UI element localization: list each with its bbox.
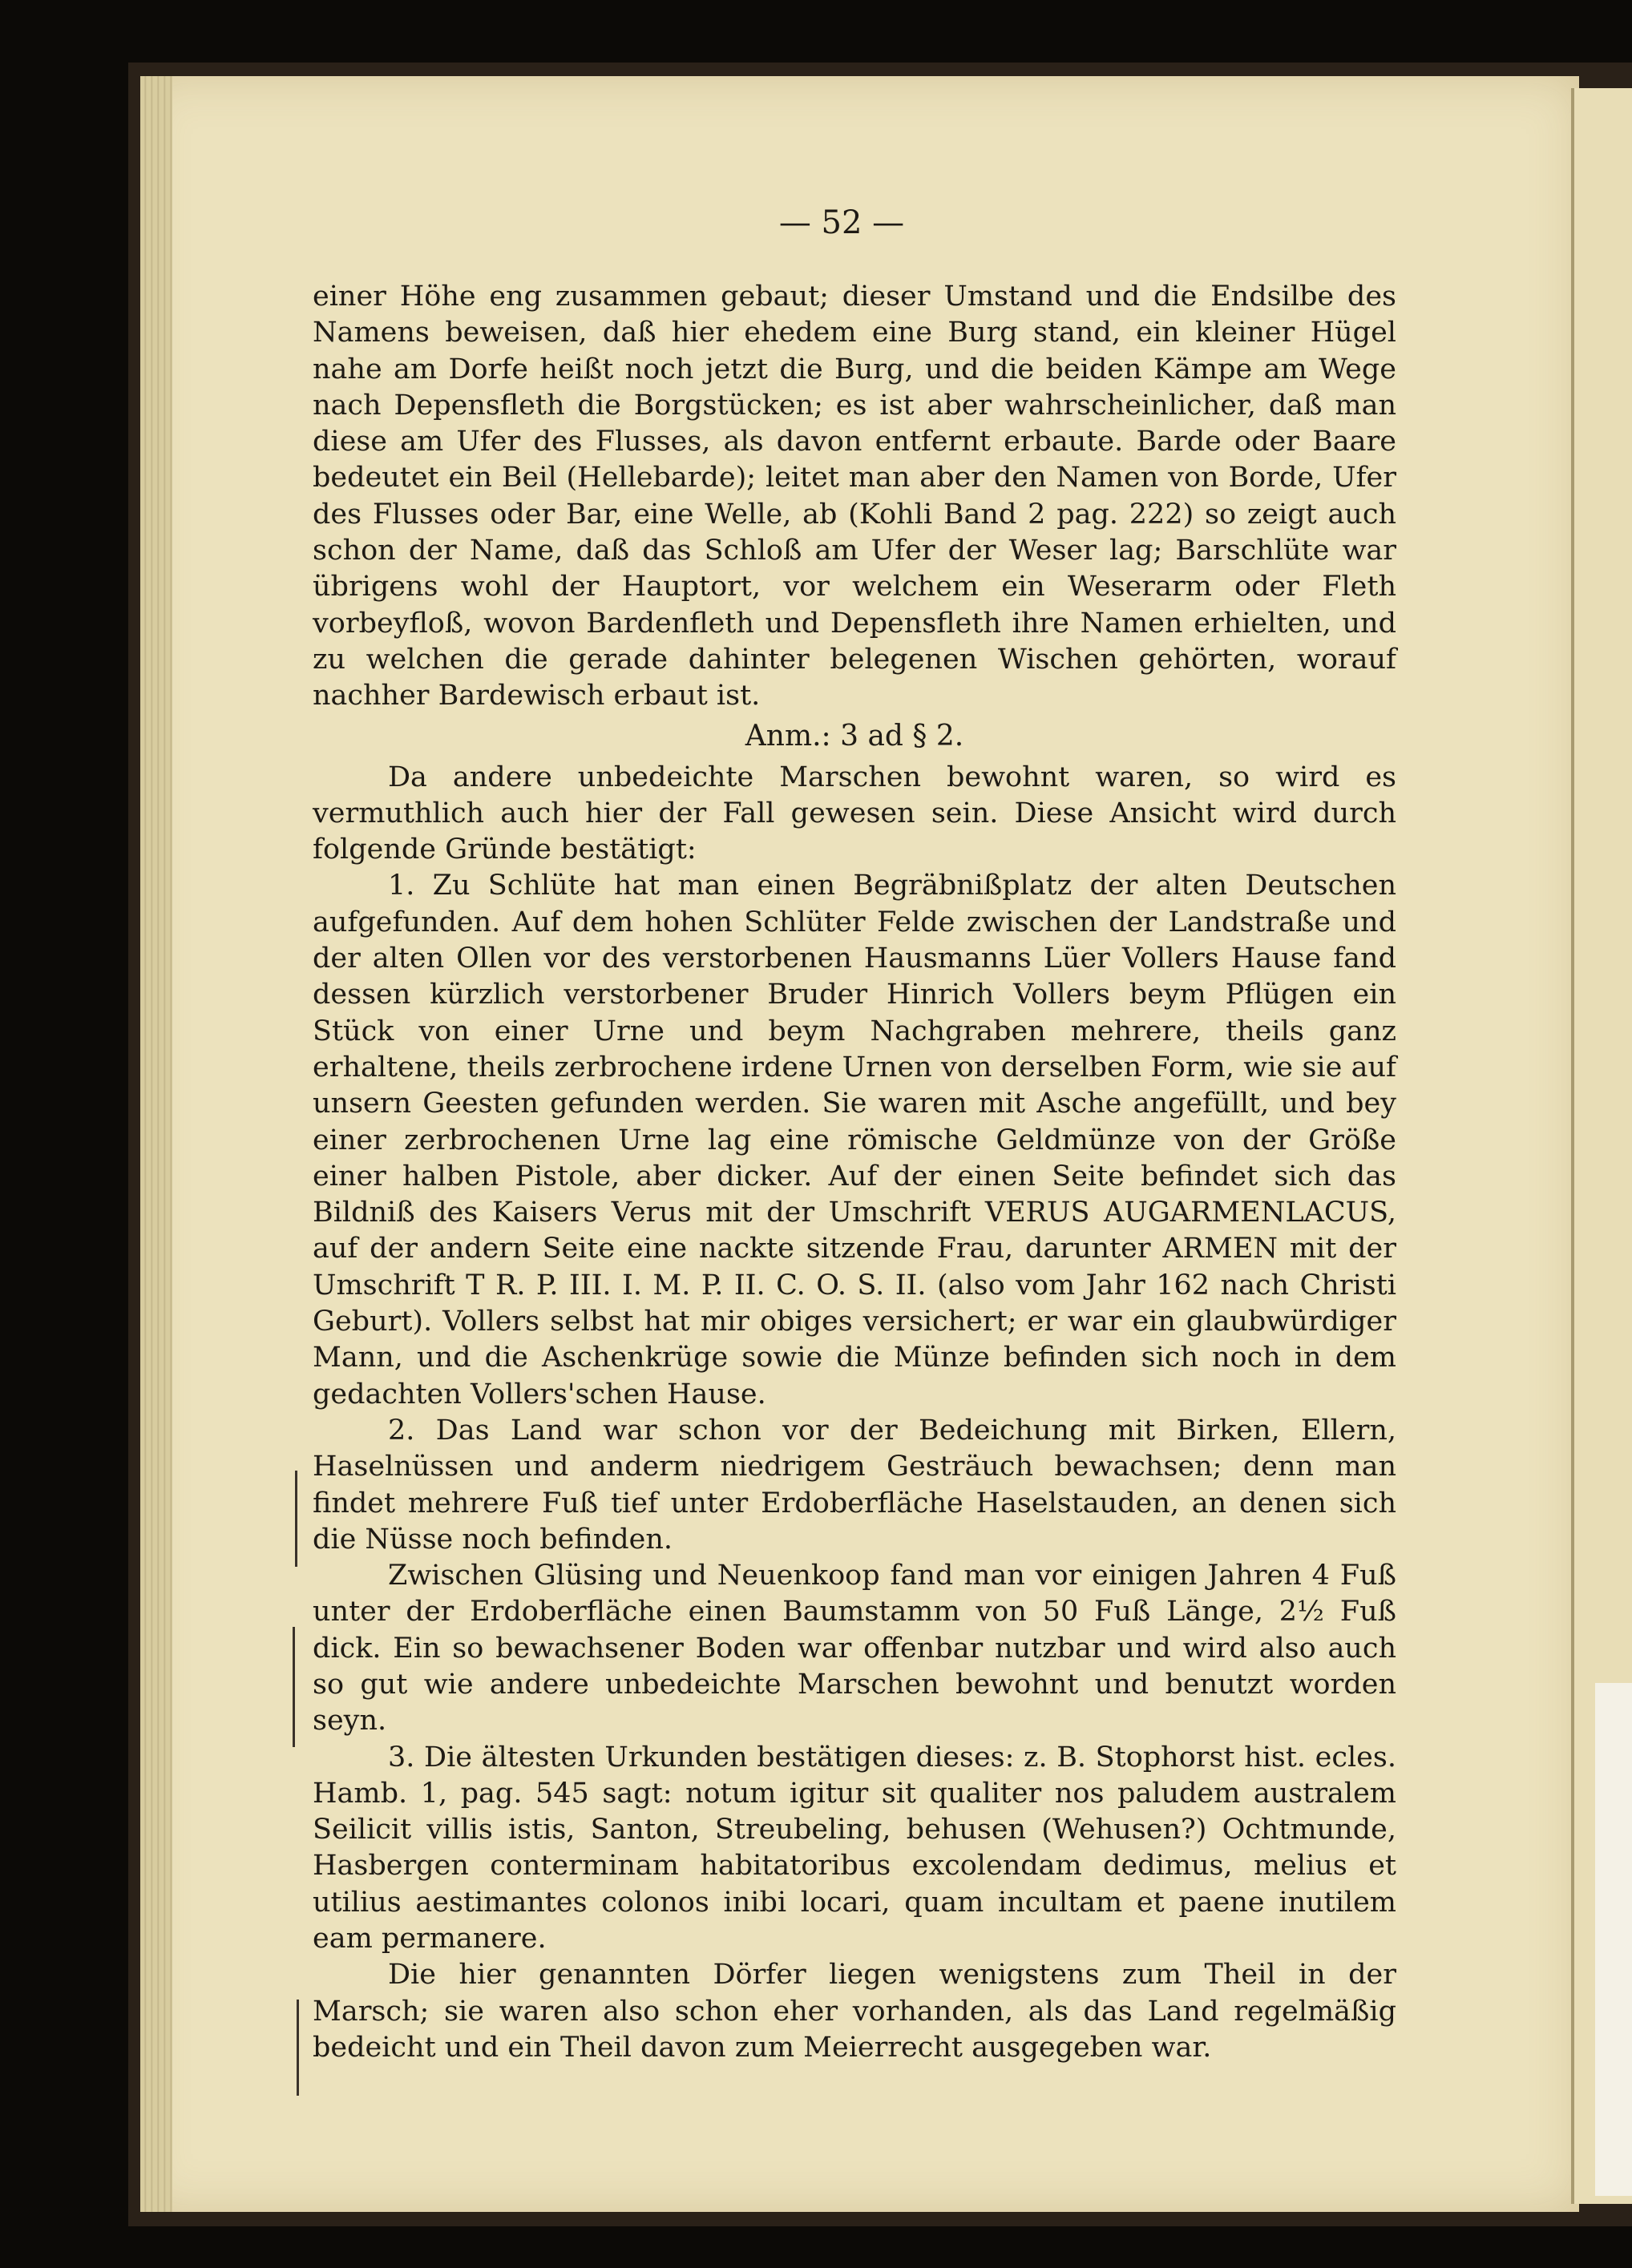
paragraph-point-2: 2. Das Land war schon vor der Bedeichung mit Birken, Ellern, Haselnüssen und anderm niedrigem Gesträuch bewachsen; denn man findet mehrere Fuß tief unter Erdoberfläche Haselstauden, an denen sich die Nüsse noch befinden. — [313, 1414, 1396, 1556]
page-text — [313, 279, 1396, 2066]
paragraph-continuation: einer Höhe eng zusammen gebaut; dieser Umstand und die Endsilbe des Namens beweisen, daß hier ehedem eine Burg stand, ein kleiner Hügel nahe am Dorfe heißt noch jetzt die Burg, und die beiden Kämpe am Wege nach Depensfleth die Borgstücken; es ist aber wahrscheinlicher, daß man diese am Ufer des Flusses, als davon entfernt erbaute. Barde oder Baare bedeutet ein Beil (Hellebarde); leitet man aber den Namen von Borde, Ufer des Flusses oder Bar, eine Welle, ab (Kohli Band 2 pag. 222) so zeigt auch schon der Name, daß das Schloß am Ufer der Weser lag; Barschlüte war übrigens wohl der Hauptort, vor welchem ein Weserarm oder Fleth vorbeyfloß, wovon Bardenfleth und Depensfleth ihre Namen erhielten, und zu welchen die gerade dahinter belegenen Wischen gehörten, worauf nachher Bardewisch erbaut ist. — [313, 280, 1396, 712]
paragraph-conclusion: Die hier genannten Dörfer liegen wenigstens zum Theil in der Marsch; sie waren also schon eher vorhanden, als das Land regelmäßig bedeicht und ein Theil davon zum Meierrecht ausgegeben war. — [313, 1959, 1396, 2064]
margin-pencil-mark — [293, 1627, 295, 1747]
margin-pencil-mark — [297, 2000, 299, 2096]
paragraph-intro: Da andere unbedeichte Marschen bewohnt waren, so wird es vermuthlich auch hier der Fall gewesen sein. Diese Ansicht wird durch folgende Gründe bestätigt: — [313, 761, 1396, 866]
page-number: — 52 — — [778, 204, 905, 241]
margin-pencil-mark — [295, 1471, 297, 1567]
paragraph-point-1: 1. Zu Schlüte hat man einen Begräbnißplatz der alten Deutschen aufgefunden. Auf dem hohen Schlüter Felde zwischen der Landstraße und der alten Ollen vor des verstorbenen Hausmanns Lüer Vollers Hause fand dessen kürzlich verstorbener Bruder Hinrich Vollers beym Pflügen ein Stück von einer Urne und beym Nachgraben mehrere, theils ganz erhaltene, theils zerbrochene irdene Urnen von derselben Form, wie sie auf unsern Geesten gefunden werden. Sie waren mit Asche angefüllt, und bey einer zerbrochenen Urne lag eine römische Geldmünze von der Größe einer halben Pistole, aber dicker. Auf der einen Seite befindet sich das Bildniß des Kaisers Verus mit der Umschrift VERUS AUGARMENLACUS, auf der andern Seite eine nackte sitzende Frau, darunter ARMEN mit der Umschrift T R. P. III. I. M. P. II. C. O. S. II. (also vom Jahr 162 nach Christi Geburt). Vollers selbst hat mir obiges versichert; er war ein glaubwürdiger Mann, und die Aschenkrüge sowie die Münze befinden sich noch in dem gedachten Vollers'schen Hause. — [313, 870, 1396, 1410]
paragraph-point-2-cont: Zwischen Glüsing und Neuenkoop fand man vor einigen Jahren 4 Fuß unter der Erdoberfläche einen Baumstamm von 50 Fuß Länge, 2½ Fuß dick. Ein so bewachsener Boden war offenbar nutzbar und wird also auch so gut wie andere unbedeichte Marschen bewohnt und benutzt worden seyn. — [313, 1560, 1396, 1737]
paragraph-point-3: 3. Die ältesten Urkunden bestätigen dieses: z. B. Stophorst hist. ecles. Hamb. 1, pag. 545 sagt: notum igitur sit qualiter nos paludem australem Seilicit villis istis, Santon, Streubeling, behusen (Wehusen?) Ochtmunde, Hasbergen conterminam habitatoribus excolendam dedimus, melius et utilius aestimantes colonos inibi locari, quam incultam et paene inutilem eam permanere. — [313, 1741, 1396, 1955]
white-paper-strip — [1595, 1683, 1632, 2196]
page-edges — [140, 76, 172, 2212]
note-heading: Anm.: 3 ad § 2. — [745, 719, 964, 753]
